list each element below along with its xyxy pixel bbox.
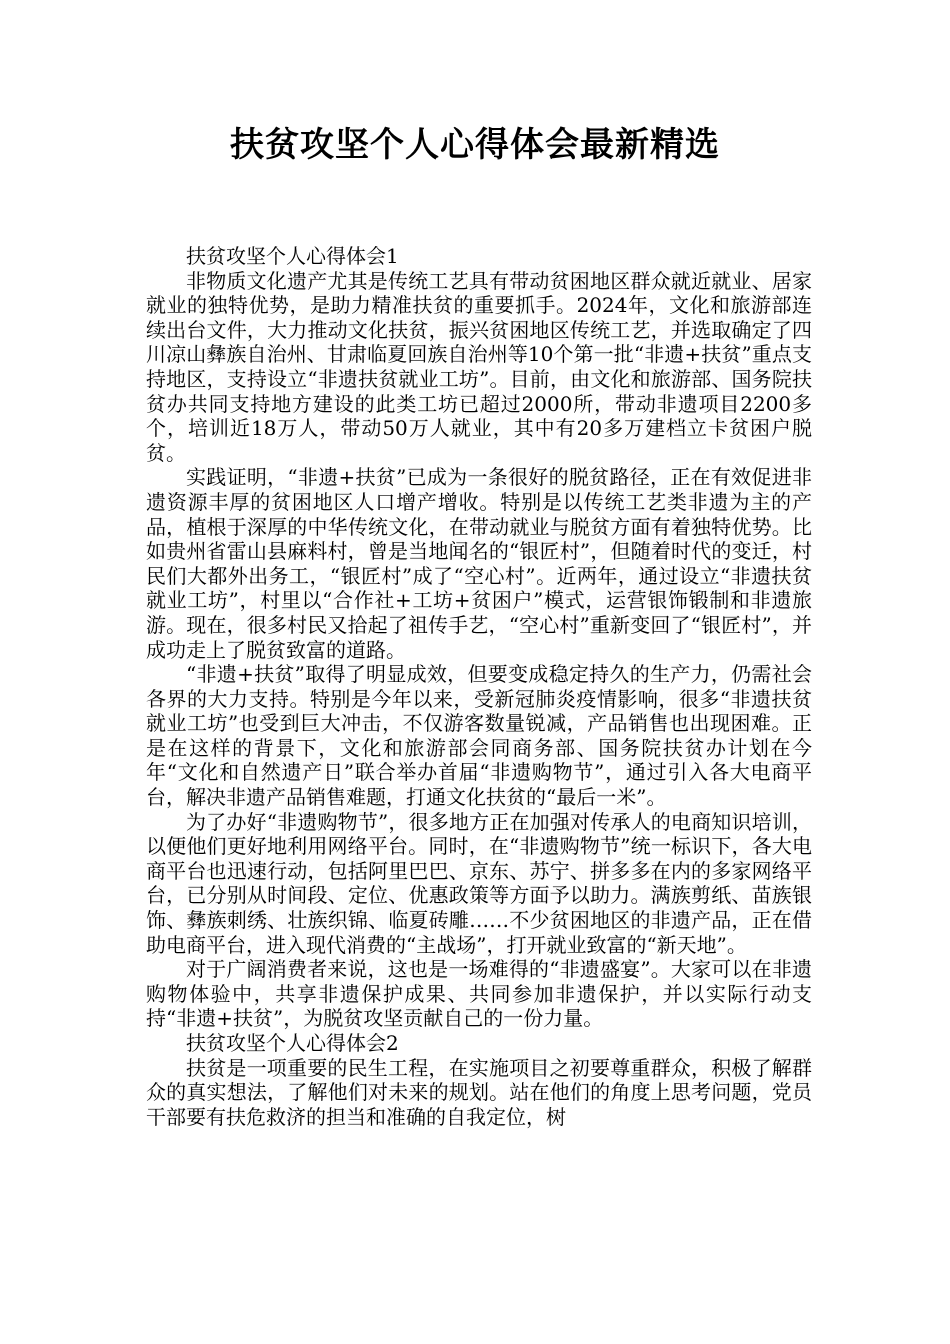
paragraph: “非遗+扶贫”取得了明显成效，但要变成稳定持久的生产力，仍需社会各界的大力支持。特别是今年以来，受新冠肺炎疫情影响，很多“非遗扶贫就业工坊”也受到巨大冲击，不仅游客数量锐减，产品销售也出现困难。正是在这样的背景下，文化和旅游部会同商务部、国务院扶贫办计划在今年“文化和自然遗产日”联合举办首届“非遗购物节”，通过引入各大电商平台，解决非遗产品销售难题，打通文化扶贫的“最后一米”。	[146, 662, 812, 810]
paragraph: 非物质文化遗产尤其是传统工艺具有带动贫困地区群众就近就业、居家就业的独特优势，是助力精准扶贫的重要抓手。2024年，文化和旅游部连续出台文件，大力推动文化扶贫，振兴贫困地区传统工艺，并选取确定了四川凉山彝族自治州、甘肃临夏回族自治州等10个第一批“非遗+扶贫”重点支持地区，支持设立“非遗扶贫就业工坊”。目前，由文化和旅游部、国务院扶贫办共同支持地方建设的此类工坊已超过2000所，带动非遗项目2200多个，培训近18万人，带动50万人就业，其中有20多万建档立卡贫困户脱贫。	[146, 268, 812, 465]
section-heading: 扶贫攻坚个人心得体会2	[186, 1031, 399, 1055]
section-heading: 扶贫攻坚个人心得体会1	[186, 244, 399, 268]
paragraph: 为了办好“非遗购物节”，很多地方正在加强对传承人的电商知识培训，以便他们更好地利用网络平台。同时，在“非遗购物节”统一标识下，各大电商平台也迅速行动，包括阿里巴巴、京东、苏宁、拼多多在内的多家网络平台，已分别从时间段、定位、优惠政策等方面予以助力。满族剪纸、苗族银饰、彝族刺绣、壮族织锦、临夏砖雕……不少贫困地区的非遗产品，正在借助电商平台，进入现代消费的“主战场”，打开就业致富的“新天地”。	[146, 809, 812, 957]
paragraph: 对于广阔消费者来说，这也是一场难得的“非遗盛宴”。大家可以在非遗购物体验中，共享非遗保护成果、共同参加非遗保护，并以实际行动支持“非遗+扶贫”，为脱贫攻坚贡献自己的一份力量。	[146, 957, 812, 1031]
document-body	[146, 244, 812, 1129]
paragraph: 扶贫是一项重要的民生工程，在实施项目之初要尊重群众，积极了解群众的真实想法，了解他们对未来的规划。站在他们的角度上思考问题，党员干部要有扶危救济的担当和准确的自我定位，树	[146, 1055, 812, 1129]
paragraph: 实践证明，“非遗+扶贫”已成为一条很好的脱贫路径，正在有效促进非遗资源丰厚的贫困地区人口增产增收。特别是以传统工艺类非遗为主的产品，植根于深厚的中华传统文化，在带动就业与脱贫方面有着独特优势。比如贵州省雷山县麻料村，曾是当地闻名的“银匠村”，但随着时代的变迁，村民们大都外出务工，“银匠村”成了“空心村”。近两年，通过设立“非遗扶贫就业工坊”，村里以“合作社+工坊+贫困户”模式，运营银饰锻制和非遗旅游。现在，很多村民又拾起了祖传手艺，“空心村”重新变回了“银匠村”，并成功走上了脱贫致富的道路。	[146, 465, 812, 662]
document-title: 扶贫攻坚个人心得体会最新精选	[230, 125, 720, 165]
